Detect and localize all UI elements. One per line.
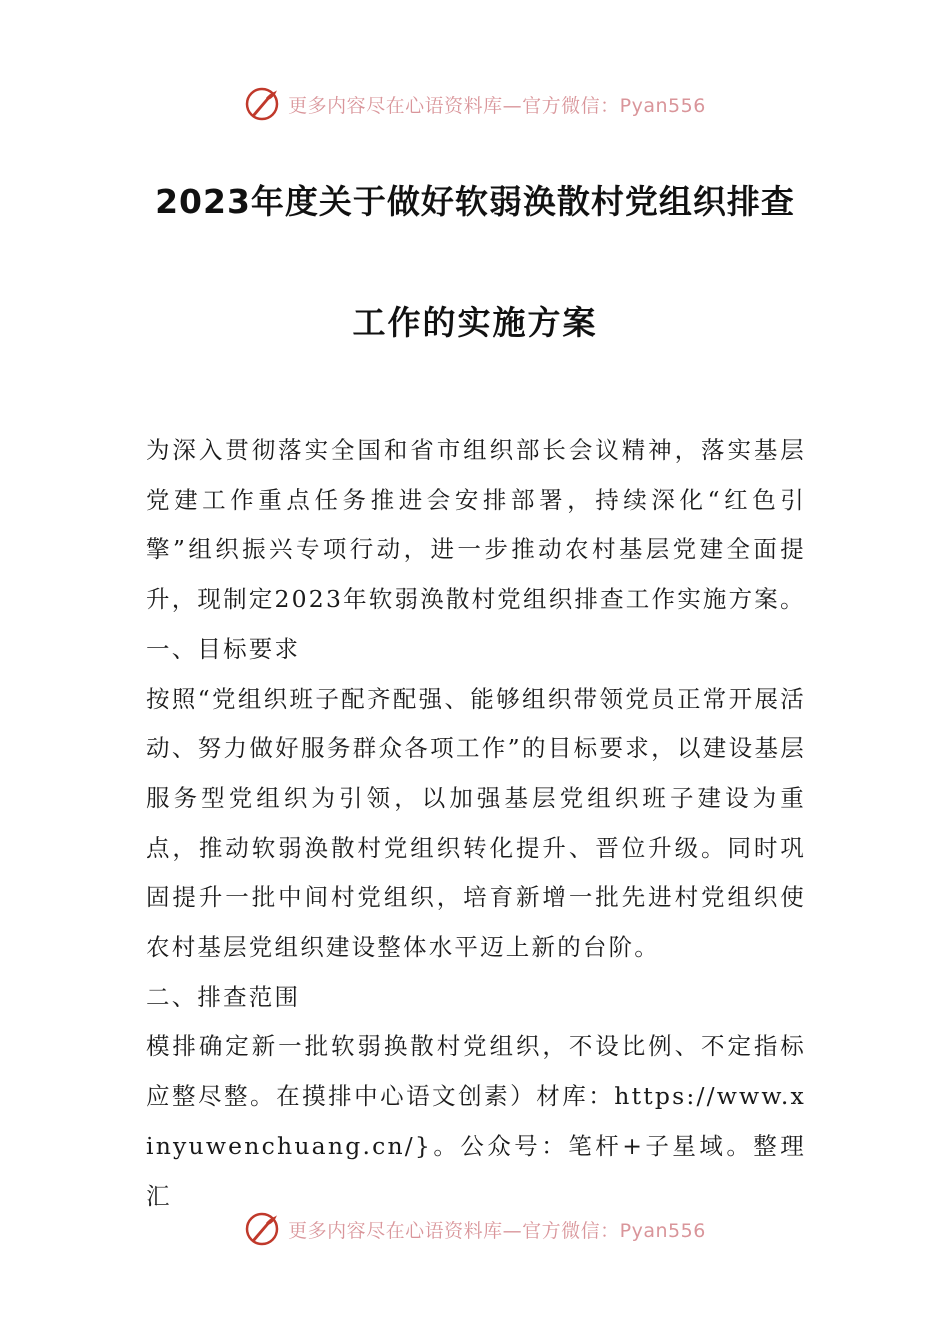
watermark-header <box>0 84 950 124</box>
watermark-footer <box>0 1209 950 1249</box>
goals-paragraph: 按照“党组织班子配齐配强、能够组织带领党员正常开展活动、努力做好服务群众各项工作”的目标要求，以建设基层服务型党组织为引领，以加强基层党组织班子建设为重点，推动软弱涣散村党组织转化提升、晋位升级。同时巩固提升一批中间村党组织，培育新增一批先进村党组织使农村基层党组织建设整体水平迈上新的台阶。 <box>146 684 806 962</box>
document-body <box>146 426 806 1221</box>
intro-paragraph: 为深入贯彻落实全国和省市组织部长会议精神，落实基层党建工作重点任务推进会安排部署，持续深化“红色引擎”组织振兴专项行动，进一步推动农村基层党建全面提升，现制定2023年软弱涣散村党组织排查工作实施方案。 <box>146 436 806 614</box>
document-title-line-1: 2023年度关于做好软弱涣散村党组织排查 <box>155 182 795 221</box>
watermark-text: 更多内容尽在心语资料库—官方微信：Pyan556 <box>288 94 706 117</box>
scope-paragraph: 模排确定新一批软弱换散村党组织，不设比例、不定指标应整尽整。在摸排中心语文创素）材库：https://www.xinyuwenchuang.cn/}。公众号：笔杆+子星域。整理汇 <box>146 1032 806 1210</box>
section-heading-goals: 一、目标要求 <box>146 634 301 663</box>
document-title-line-2: 工作的实施方案 <box>352 303 598 342</box>
watermark-text: 更多内容尽在心语资料库—官方微信：Pyan556 <box>288 1219 706 1242</box>
quill-logo-icon <box>244 1211 280 1247</box>
quill-logo-icon <box>244 86 280 122</box>
section-heading-scope: 二、排查范围 <box>146 982 301 1011</box>
